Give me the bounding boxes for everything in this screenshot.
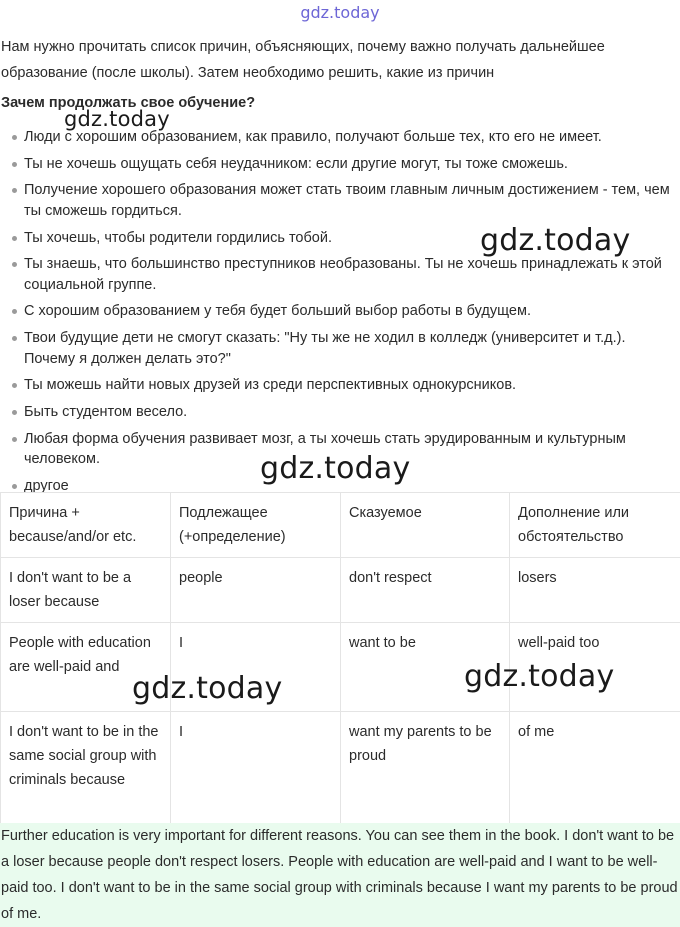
watermark: gdz.today [64,107,170,131]
table-cell: I [171,712,341,824]
list-item-text: С хорошим образованием у тебя будет больший выбор работы в будущем. [24,303,531,320]
list-item-text: Ты не хочешь ощущать себя неудачником: если другие могут, ты тоже сможешь. [24,155,568,172]
answer-text: Further education is very important for different reasons. You can see them in the book. I don't want to be a loser because people don't respect losers. People with education are well-paid and I want to be well-paid too. I don't want to be in the same social group with criminals because I want my parents to be proud of me. [0,823,680,927]
list-item [0,254,672,295]
list-item [0,180,672,221]
bullet-icon [12,484,17,489]
list-item [0,228,672,249]
list-item [0,127,672,148]
table-cell: of me [510,712,680,824]
bullet-icon [12,383,17,388]
list-item [0,328,672,369]
table-cell: people [171,558,341,623]
table-header-cell: Причина + because/and/or etc. [1,493,171,558]
list-item-text: Любая форма обучения развивает мозг, а ты хочешь стать эрудированным и культурным человеком. [24,430,626,468]
list-item-text: Ты хочешь, чтобы родители гордились тобой. [24,229,332,246]
table-row [1,623,680,712]
bullet-icon [12,309,17,314]
table-row [1,712,680,824]
table-header-cell: Сказуемое [341,493,510,558]
bullet-icon [12,437,17,442]
list-item-text: Быть студентом весело. [24,404,188,420]
reasons-heading: Зачем продолжать свое обучение? [1,95,256,111]
watermark: gdz.today [260,451,411,486]
table-cell: I don't want to be in the same social group with criminals because [1,712,171,824]
table-cell: don't respect [341,558,510,623]
table-cell: want to be [341,623,510,712]
table-header-cell: Подлежащее (+определение) [171,493,341,558]
table-row [1,558,680,623]
list-item [0,301,672,322]
list-item [0,375,672,396]
bullet-icon [12,236,17,241]
bullet-icon [12,410,17,415]
list-item-text: Ты можешь найти новых друзей из среди перспективных однокурсников. [24,377,517,394]
bullet-icon [12,188,17,193]
bullet-icon [12,262,17,267]
watermark: gdz.today [132,671,283,706]
list-item [0,154,672,175]
list-item-text: другое [24,477,69,492]
task-intro: Нам нужно прочитать список причин, объясняющих, почему важно получать дальнейшее образование (после школы). Затем необходимо решить, какие из причин [1,39,605,81]
table-cell: People with education are well-paid and [1,623,171,712]
table-cell: well-paid too [510,623,680,712]
list-item-text: Твои будущие дети не смогут сказать: "Ну ты же не ходил в колледж (университет и т.д.). Почему я должен делать это?" [24,330,626,367]
bullet-icon [12,336,17,341]
bullet-icon [12,135,17,140]
table-cell: want my parents to be proud [341,712,510,824]
table-header-row [1,493,680,558]
table-cell: I [171,623,341,712]
reasons-list [0,127,672,492]
sentence-structure-table [0,492,680,824]
list-item [0,476,672,492]
list-item [0,429,672,470]
table-header-cell: Дополнение или обстоятельство [510,493,680,558]
bullet-icon [12,162,17,167]
list-item-text: Получение хорошего образования может стать твоим главным личным достижением - тем, чем ты сможешь гордиться. [24,182,670,219]
list-item-text: Ты знаешь, что большинство преступников необразованы. Ты не хочешь принадлежать к этой социальной группе. [24,256,662,293]
list-item [0,402,672,423]
list-item-text: Люди с хорошим образованием, как правило, получают больше тех, кто его не имеет. [24,129,602,145]
watermark: gdz.today [464,659,615,694]
table-cell: losers [510,558,680,623]
site-header[interactable]: gdz.today [300,3,380,22]
watermark: gdz.today [480,223,631,258]
table-cell: I don't want to be a loser because [1,558,171,623]
